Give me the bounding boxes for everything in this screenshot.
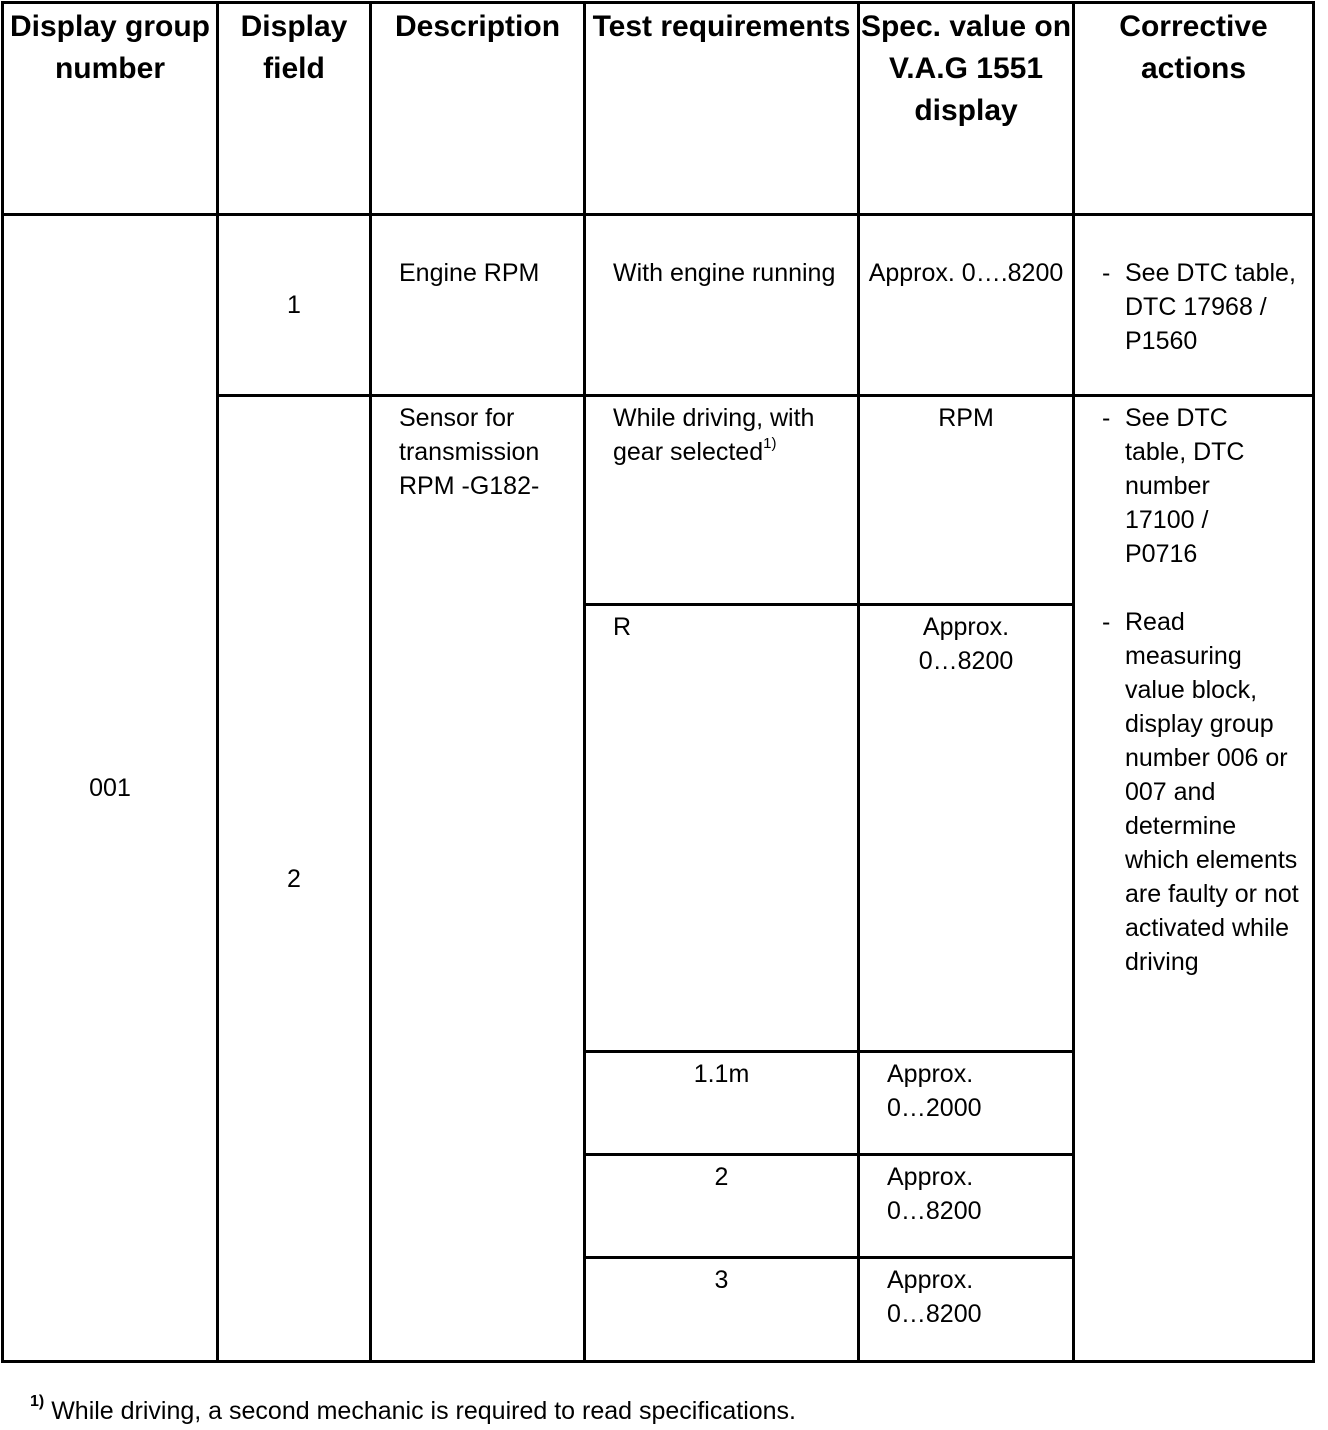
footnote-marker: 1): [30, 1392, 45, 1410]
test-requirement-cell: [585, 605, 859, 1052]
spec-value-text: Approx. 0….8200: [868, 259, 1064, 287]
corrective-action-item: - Read measuring value block, display group number 006 or 007 and determine which elements are faulty or not activated while driving: [1102, 605, 1306, 979]
header-test-requirements: Test requirements: [585, 3, 859, 215]
test-requirement-text: R: [613, 613, 632, 641]
footnote-marker: 1): [763, 434, 777, 452]
corrective-action-cell: [1074, 215, 1314, 396]
spec-value-text: Approx. 0…8200: [887, 1163, 982, 1225]
test-requirement-text: With engine running: [613, 259, 836, 287]
spec-value-cell: [859, 1155, 1074, 1258]
test-requirement-cell: [585, 1052, 859, 1155]
spec-value-cell: [859, 605, 1074, 1052]
spec-value-cell: [859, 215, 1074, 396]
corrective-action-cell: [1074, 396, 1314, 1362]
display-group-number: 001: [89, 774, 131, 802]
measuring-value-table: [1, 1, 1315, 1363]
description-text: Engine RPM: [399, 259, 540, 287]
description-cell: [371, 396, 585, 1362]
test-requirement-text: 3: [714, 1266, 729, 1294]
display-field-cell: [218, 215, 371, 396]
spec-value-text: Approx. 0…8200: [887, 1266, 982, 1328]
table-header-row: [3, 3, 1314, 215]
test-requirement-text: While driving, with gear selected$^{1)}$: [613, 404, 815, 466]
spec-value-cell: [859, 1258, 1074, 1362]
spec-value-cell: [859, 396, 1074, 605]
corrective-action-item: - See DTC table, DTC number 17100 / P0716: [1102, 401, 1306, 571]
corrective-action-text: Read measuring value block, display group number 006 or 007 and determine which elements are faulty or not activated while driving: [1125, 608, 1299, 976]
test-requirement-cell: [585, 215, 859, 396]
corrective-action-text: See DTC table, DTC number 17100 / P0716: [1125, 404, 1245, 568]
test-requirement-text: 2: [714, 1163, 729, 1191]
display-field-value: 2: [287, 864, 301, 893]
test-requirement-cell: [585, 396, 859, 605]
display-field-cell: [218, 396, 371, 1362]
header-description: Description: [371, 3, 585, 215]
header-spec-value: Spec. value on V.A.G 1551 display: [859, 3, 1074, 215]
header-corrective-actions: Corrective actions: [1074, 3, 1314, 215]
test-requirement-cell: [585, 1258, 859, 1362]
corrective-action-text: See DTC table, DTC 17968 / P1560: [1125, 259, 1296, 355]
description-cell: [371, 215, 585, 396]
corrective-action-item: - See DTC table, DTC 17968 / P1560: [1102, 256, 1306, 358]
test-requirement-text: 1.1m: [693, 1060, 750, 1088]
table-row: [3, 215, 1314, 396]
header-display-field: Display field: [218, 3, 371, 215]
description-text: Sensor for transmission RPM -G182-: [399, 404, 540, 500]
footnote-text: While driving, a second mechanic is required to read specifications.: [51, 1397, 796, 1425]
spec-value-text: Approx. 0…2000: [887, 1060, 982, 1122]
display-group-number-cell: [3, 215, 218, 1362]
test-requirement-cell: [585, 1155, 859, 1258]
spec-value-cell: [859, 1052, 1074, 1155]
spec-value-text: RPM: [938, 404, 994, 432]
display-field-value: 1: [287, 291, 301, 319]
spec-value-text: Approx. 0…8200: [918, 613, 1014, 675]
footnote: [30, 1394, 796, 1428]
header-display-group-number: Display group number: [3, 3, 218, 215]
